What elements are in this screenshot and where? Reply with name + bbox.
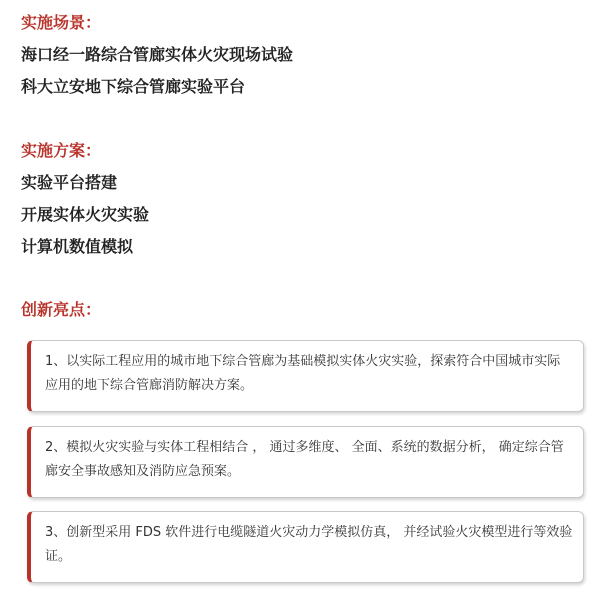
highlight-card-2 (27, 426, 584, 498)
scene-heading: 实施场景： (21, 13, 102, 32)
plan-heading: 实施方案： (21, 141, 102, 160)
plan-item-2: 开展实体火灾实验 (21, 205, 150, 224)
scene-item-1: 海口经一路综合管廊实体火灾现场试验 (21, 45, 294, 64)
plan-item-1: 实验平台搭建 (21, 173, 118, 192)
highlights-heading: 创新亮点： (21, 300, 102, 319)
scene-item-2: 科大立安地下综合管廊实验平台 (21, 77, 246, 96)
highlight-card-3-text: 3、创新型采用 FDS 软件进行电缆隧道火灾动力学模拟仿真， 并经试验火灾模型进行等效验证。 (45, 525, 573, 564)
plan-item-3: 计算机数值模拟 (21, 237, 134, 256)
highlight-card-2-text: 2、模拟火灾实验与实体工程相结合 ， 通过多维度、 全面、系统的数据分析， 确定综合管廊安全事故感知及消防应急预案。 (45, 440, 564, 479)
highlight-card-3 (27, 511, 584, 583)
highlight-card-1-text: 1、以实际工程应用的城市地下综合管廊为基础模拟实体火灾实验，探索符合中国城市实际应用的地下综合管廊消防解决方案。 (45, 354, 561, 393)
highlight-card-1 (27, 340, 584, 412)
